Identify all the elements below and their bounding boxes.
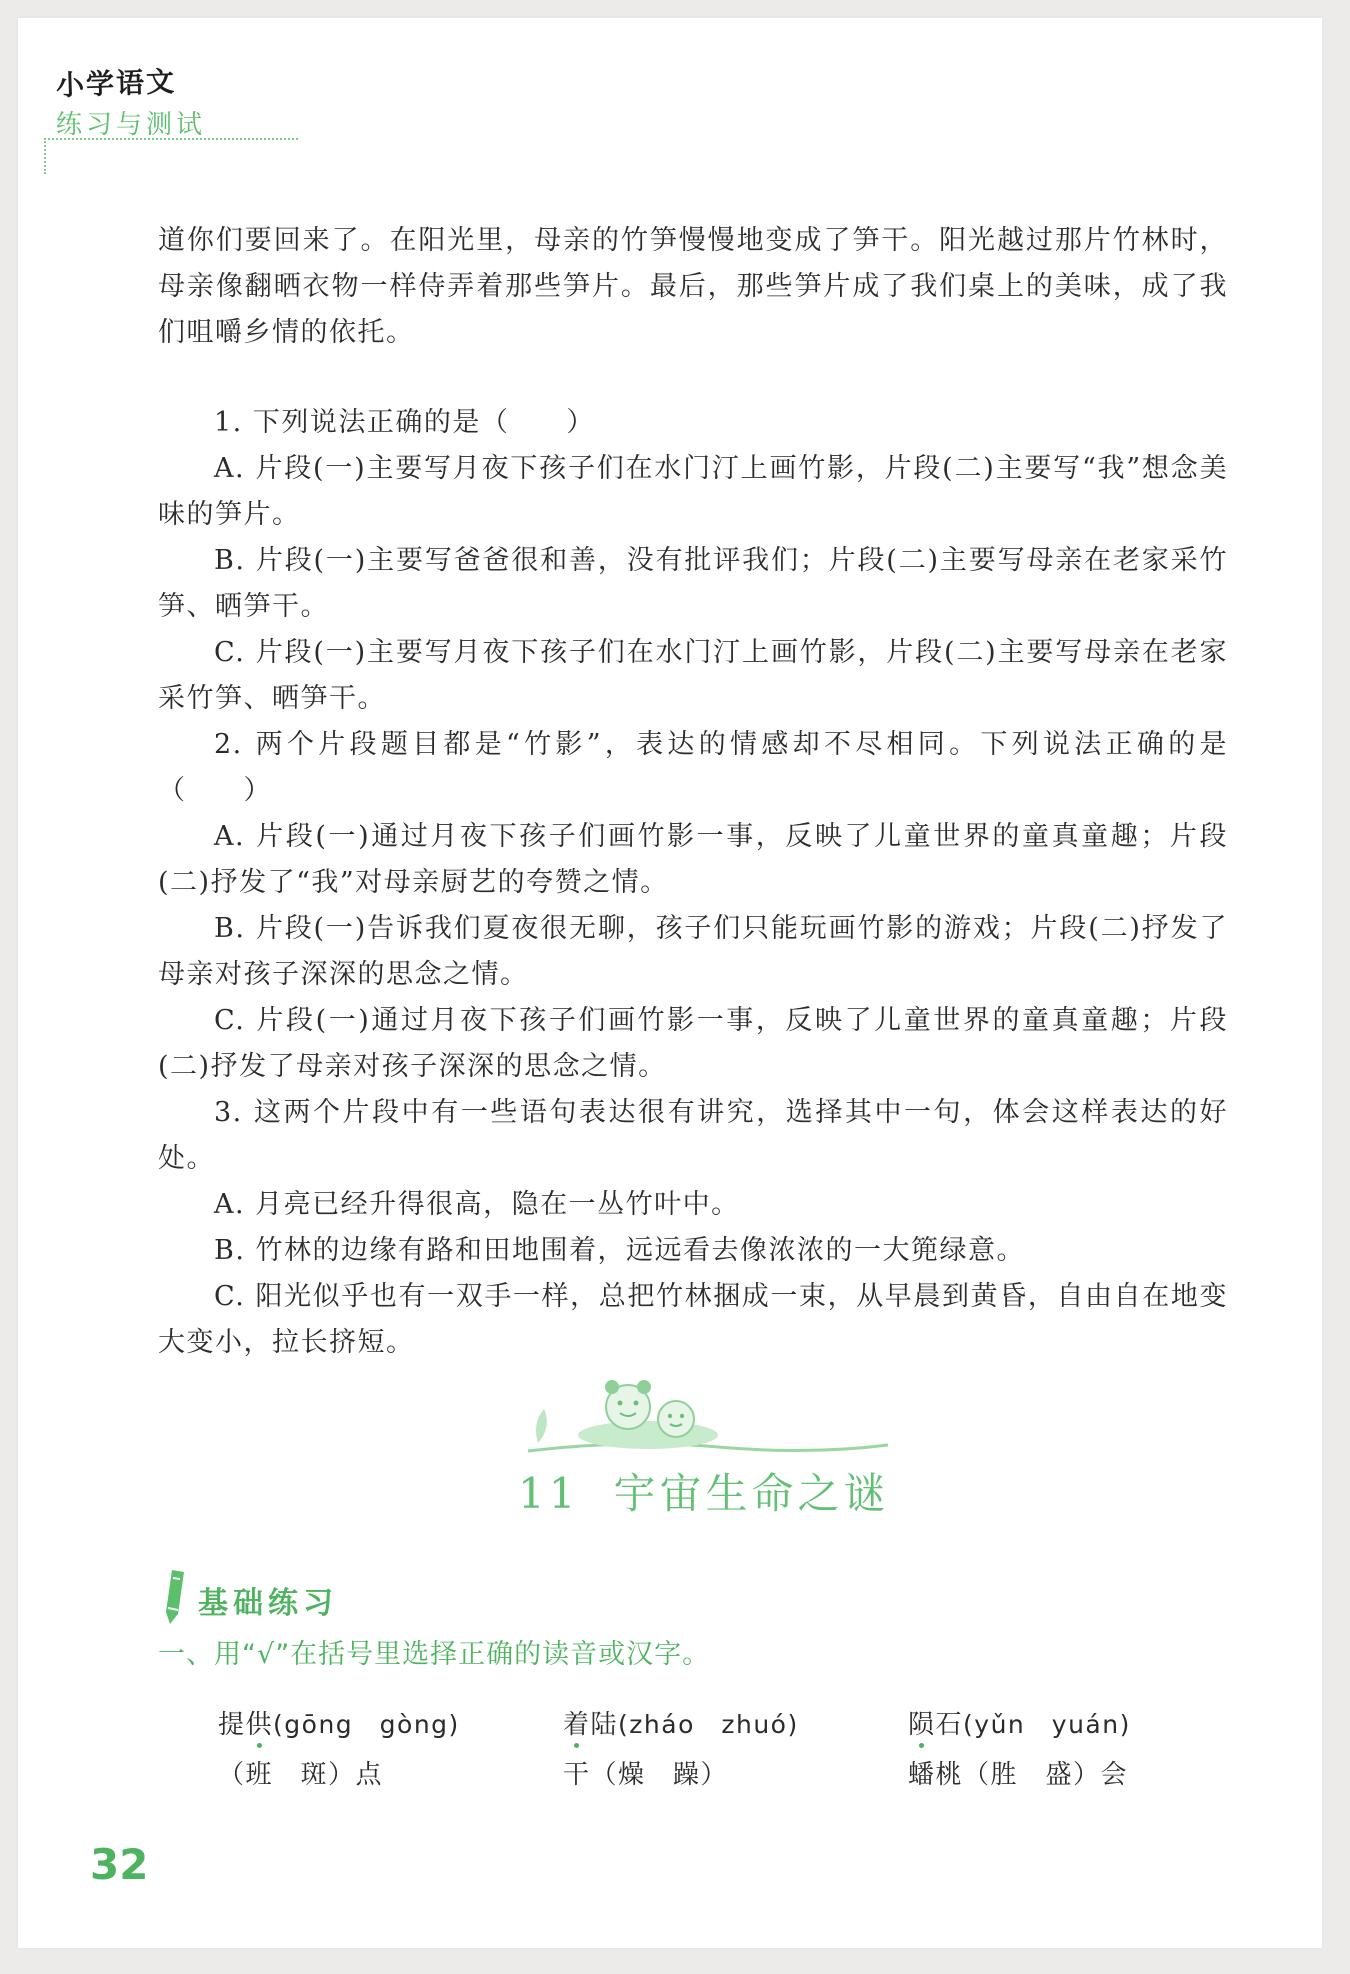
question-2-option-b: B. 片段(一)告诉我们夏夜很无聊，孩子们只能玩画竹影的游戏；片段(二)抒发了母亲对孩子深深的思念之情。: [158, 913, 1228, 990]
exercise-item-2: 着陆(zháo zhuó): [563, 1710, 799, 1740]
lesson-title: [518, 1461, 889, 1521]
workbook-page: [18, 18, 1322, 1948]
dotted-character: 着: [563, 1710, 591, 1740]
question-2-option-a: A. 片段(一)通过月夜下孩子们画竹影一事，反映了儿童世界的童真童趣；片段(二)抒发了“我”对母亲厨艺的夸赞之情。: [158, 821, 1228, 898]
question-block: [158, 400, 1228, 1366]
exercise-item-5: 干（燥 躁）: [563, 1760, 729, 1790]
question-3-option-b: B. 竹林的边缘有路和田地围着，远远看去像浓浓的一大篼绿意。: [214, 1235, 1026, 1266]
question-3: 3. 这两个片段中有一些语句表达很有讲究，选择其中一句，体会这样表达的好处。: [158, 1097, 1228, 1174]
page-number: 32: [90, 1840, 149, 1889]
question-3-option-a: A. 月亮已经升得很高，隐在一丛竹叶中。: [214, 1189, 740, 1220]
lesson-number: 11: [518, 1469, 580, 1518]
pencil-icon: [158, 1568, 192, 1626]
exercise-item-4: （班 斑）点: [218, 1760, 384, 1790]
question-2: 2. 两个片段题目都是“竹影”，表达的情感却不尽相同。下列说法正确的是（ ）: [158, 729, 1228, 806]
question-1-option-a: A. 片段(一)主要写月夜下孩子们在水门汀上画竹影，片段(二)主要写“我”想念美味的笋片。: [158, 453, 1228, 530]
kids-illustration-icon: [508, 1373, 908, 1463]
header-dotted-frame: [44, 138, 298, 174]
exercise-item-6: 蟠桃（胜 盛）会: [908, 1760, 1129, 1790]
character-row: [218, 1754, 1218, 1804]
question-3-option-c: C. 阳光似乎也有一双手一样，总把竹林捆成一束，从早晨到黄昏，自由自在地变大变小，拉长挤短。: [158, 1281, 1228, 1358]
dotted-character: 陨: [908, 1710, 936, 1740]
passage-paragraph: 道你们要回来了。在阳光里，母亲的竹笋慢慢地变成了笋干。阳光越过那片竹林时，母亲像翻晒衣物一样侍弄着那些笋片。最后，那些笋片成了我们桌上的美味，成了我们咀嚼乡情的依托。: [158, 225, 1228, 348]
book-subtitle: 练习与测试: [56, 110, 207, 140]
book-header: [44, 56, 254, 148]
question-1: 1. 下列说法正确的是（ ）: [214, 407, 595, 438]
section-heading: [158, 1568, 558, 1628]
exercise-instruction: 一、用“√”在括号里选择正确的读音或汉字。: [158, 1639, 711, 1670]
reading-passage-continued: [158, 218, 1228, 356]
exercise-item-3: 陨石(yǔn yuán): [908, 1710, 1131, 1740]
exercise-item-1: 提供(gōng gòng): [218, 1710, 460, 1740]
question-2-option-c: C. 片段(一)通过月夜下孩子们画竹影一事，反映了儿童世界的童真童趣；片段(二)抒发了母亲对孩子深深的思念之情。: [158, 1005, 1228, 1082]
pinyin-row: [218, 1704, 1218, 1754]
book-brand: 小学语文: [55, 64, 177, 103]
lesson-name: 宇宙生命之谜: [613, 1469, 890, 1518]
section-label: 基础练习: [198, 1586, 338, 1621]
lesson-heading: [498, 1373, 918, 1533]
exercise-grid: [218, 1704, 1218, 1804]
dotted-character: 供: [245, 1710, 274, 1740]
question-1-option-b: B. 片段(一)主要写爸爸很和善，没有批评我们；片段(二)主要写母亲在老家采竹笋、晒笋干。: [158, 545, 1228, 622]
question-1-option-c: C. 片段(一)主要写月夜下孩子们在水门汀上画竹影，片段(二)主要写母亲在老家采竹笋、晒笋干。: [158, 637, 1228, 714]
